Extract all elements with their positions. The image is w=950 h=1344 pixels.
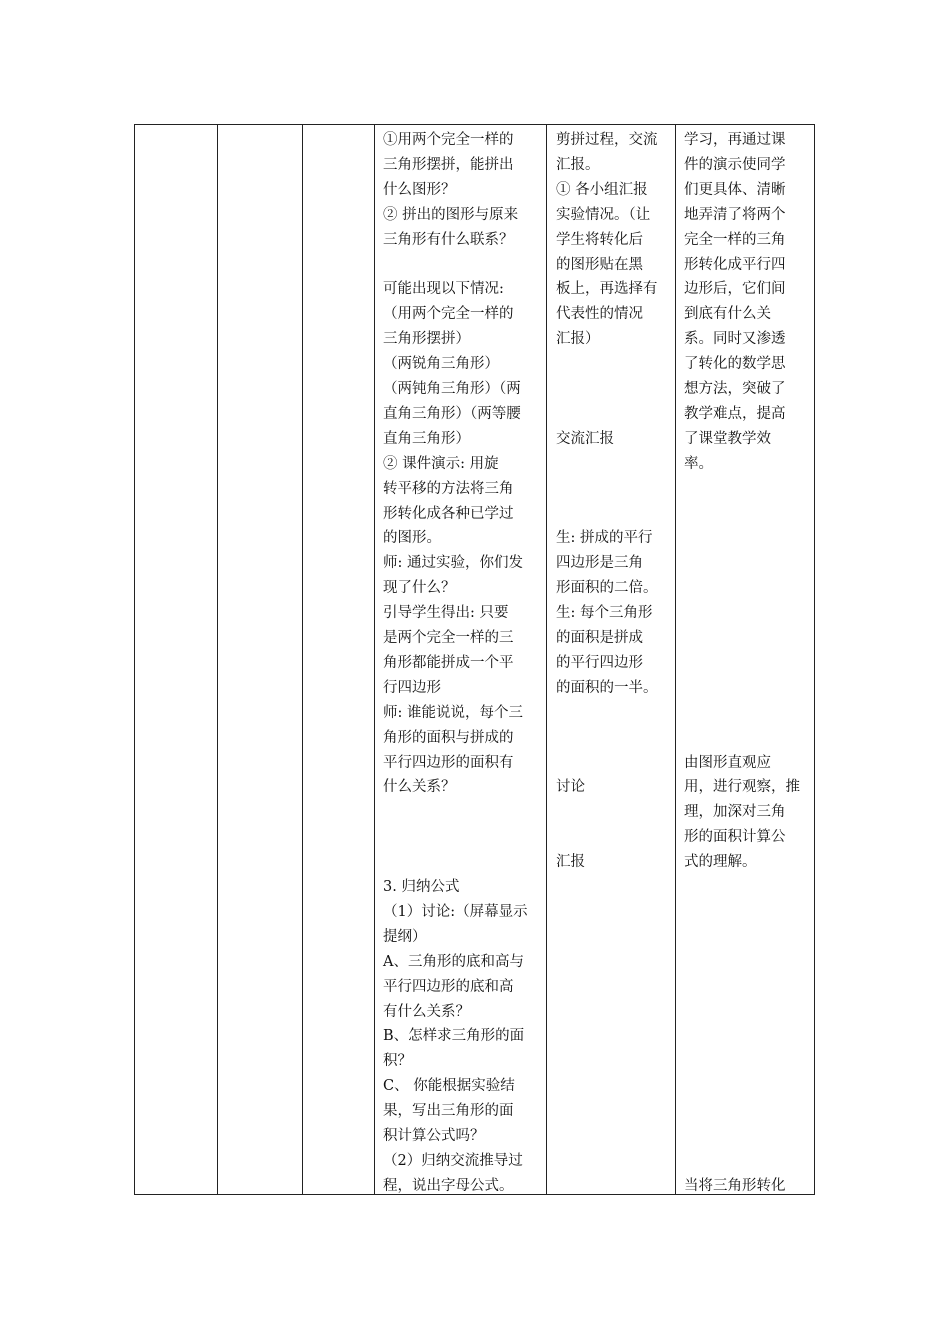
text-line: 是两个完全一样的三 [383,630,514,646]
text-line: 平行四边形的面积有 [383,754,514,771]
text-line: 有什么关系？ [383,1003,470,1020]
text-line: 边形后，它们间 [684,281,786,298]
text-line: 系。同时又渗透 [684,331,786,348]
text-line: 的平行四边形 [556,654,643,671]
text-line [684,1049,808,1073]
text-line: 汇报 [556,854,585,871]
lesson-plan-table [134,124,815,1195]
text-line [684,701,808,725]
text-line: 程，说出字母公式。 [383,1177,514,1194]
text-line [556,502,667,526]
table-cell-col2 [218,125,302,1194]
column-divider [374,125,375,1194]
text-line [684,875,808,899]
text-line: 板上，再选择有 [556,281,658,298]
text-line [684,551,808,575]
text-line: 3. 归纳公式 [383,879,460,895]
text-line: 三角形摆拼） [383,331,470,348]
text-line: 师: 谁能说说，每个三 [383,704,523,721]
design-intent-cell [684,125,808,1194]
text-line: 现了什么？ [383,580,456,597]
text-line [684,626,808,650]
text-line: 生: 每个三角形 [556,605,653,622]
text-line [684,1000,808,1024]
text-line: 交流汇报 [556,430,614,447]
text-line: 的图形贴在黑 [556,256,643,273]
student-activity-cell [556,125,667,1194]
text-line: 直角三角形） [383,430,470,447]
text-line: （2）归纳交流推导过 [383,1152,523,1169]
text-line [383,825,537,849]
text-line: 转平移的方法将三角 [383,480,514,497]
text-line: 形转化成平行四 [684,256,786,273]
text-line: 引导学生得出: 只要 [383,605,509,622]
text-line: 汇报。 [556,156,600,173]
text-line: 平行四边形的底和高 [383,978,514,995]
text-line: 三角形有什么联系？ [383,231,514,248]
text-line: ①用两个完全一样的 [383,132,514,148]
text-line: 学生将转化后 [556,231,643,248]
text-line: 地弄清了将两个 [684,206,786,223]
text-line [684,526,808,550]
text-line: （1）讨论:（屏幕显示 [383,903,528,920]
text-line [684,651,808,675]
text-line: ① 各小组汇报 [556,181,648,198]
text-line: 教学难点，提高 [684,405,786,422]
text-line: 完全一样的三角 [684,231,786,248]
text-line: 形转化成各种已学过 [383,505,514,522]
text-line: 了转化的数学思 [684,356,786,373]
text-line: 当将三角形转化 [684,1177,786,1194]
text-line: 由图形直观应 [684,754,771,771]
text-line: 的图形。 [383,530,441,547]
text-line: 师: 通过实验，你们发 [383,555,523,572]
column-divider [546,125,547,1194]
text-line [556,751,667,775]
text-line [684,477,808,501]
text-line: 积？ [383,1053,412,1070]
text-line: 学习，再通过课 [684,132,786,148]
text-line: 什么图形？ [383,181,456,198]
text-line [383,850,537,874]
text-line: 四边形是三角 [556,555,643,572]
text-line: 件的演示使同学 [684,156,786,173]
text-line: 讨论 [556,779,585,796]
text-line [684,502,808,526]
table-cell-col3 [303,125,374,1194]
text-line: （两钝角三角形）（两 [383,381,521,397]
text-line [556,701,667,725]
text-line [684,676,808,700]
text-line: 到底有什么关 [684,306,771,323]
text-line [684,576,808,600]
text-line: 形面积的二倍。 [556,580,658,597]
text-line [684,950,808,974]
text-line: 率。 [684,455,713,472]
text-line: 了课堂教学效 [684,430,771,447]
text-line: 式的理解。 [684,854,757,871]
text-line: 剪拼过程，交流 [556,132,658,148]
text-line [684,601,808,625]
text-line [556,726,667,750]
text-line [684,975,808,999]
text-line [556,352,667,376]
text-line: 汇报） [556,331,600,348]
text-line: 角形的面积与拼成的 [383,729,514,746]
text-line: 果，写出三角形的面 [383,1103,514,1120]
text-line [684,925,808,949]
text-line: 三角形摆拼，能拼出 [383,156,514,173]
text-line: 想方法，突破了 [684,381,786,397]
table-cell-col1 [135,125,217,1194]
text-line: 角形都能拼成一个平 [383,654,514,671]
text-line: 直角三角形）（两等腰 [383,405,521,422]
text-line [684,726,808,750]
text-line [556,452,667,476]
teacher-activity-cell [383,125,537,1194]
text-line: 们更具体、清晰 [684,181,786,198]
text-line [684,900,808,924]
text-line [556,825,667,849]
text-line: C、 你能根据实验结 [383,1078,515,1095]
text-line: 可能出现以下情况: [383,281,504,298]
text-line: 的面积是拼成 [556,630,643,646]
text-line: 积计算公式吗？ [383,1128,485,1144]
text-line [556,800,667,824]
text-line: （用两个完全一样的 [383,306,514,323]
text-line [684,1124,808,1148]
text-line: B、怎样求三角形的面 [383,1028,525,1045]
text-line [383,800,537,824]
text-line [383,253,537,277]
text-line: ② 拼出的图形与原来 [383,206,519,223]
text-line: 形的面积计算公 [684,829,786,846]
text-line [684,1099,808,1123]
text-line: ② 课件演示: 用旋 [383,455,499,472]
text-line: （两锐角三角形） [383,356,499,373]
text-line: 提纲） [383,928,427,945]
text-line [556,402,667,426]
text-line [684,1149,808,1173]
text-line: 用，进行观察，推 [684,779,800,796]
text-line: 生: 拼成的平行 [556,530,653,547]
text-line: 实验情况。（让 [556,206,651,223]
text-line [684,1024,808,1048]
column-divider [675,125,676,1194]
text-line: 代表性的情况 [556,306,643,323]
text-line: 的面积的一半。 [556,679,658,696]
text-line [684,1074,808,1098]
text-line [556,477,667,501]
text-line: A、三角形的底和高与 [383,953,524,970]
text-line [556,377,667,401]
text-line: 行四边形 [383,679,441,696]
text-line: 什么关系？ [383,779,456,796]
text-line: 理，加深对三角 [684,804,786,821]
